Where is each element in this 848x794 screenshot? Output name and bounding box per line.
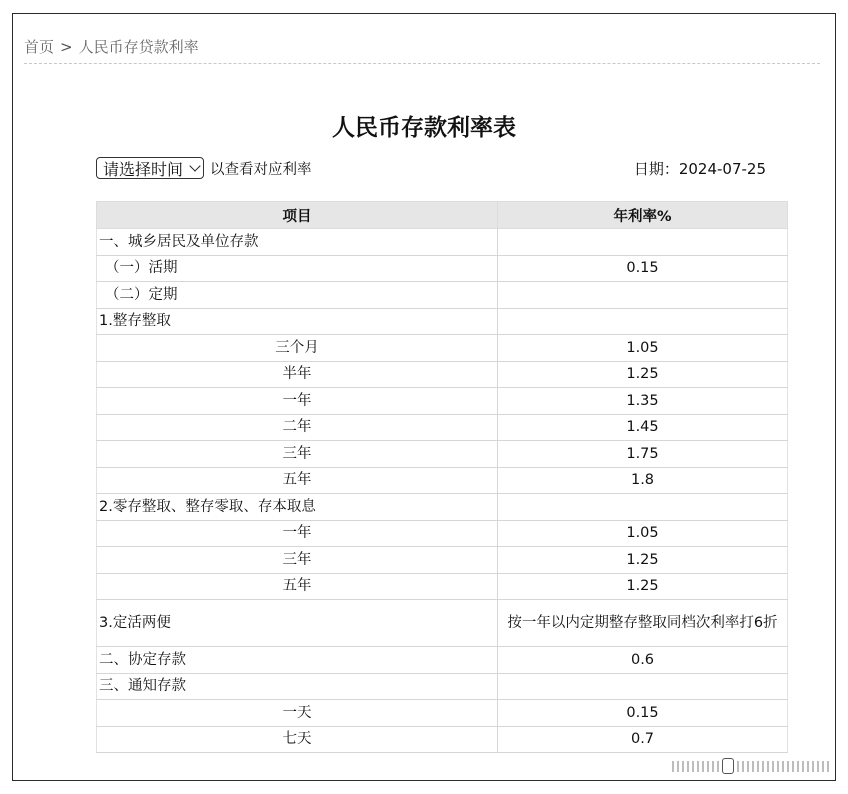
- row-rate: 0.7: [498, 726, 788, 753]
- row-rate: 按一年以内定期整存整取同档次利率打6折: [498, 600, 788, 647]
- row-rate: 1.45: [498, 414, 788, 441]
- scrollbar-tick: [782, 761, 784, 772]
- breadcrumb: [24, 36, 820, 64]
- scrollbar-tick: [762, 761, 764, 772]
- scrollbar-tick: [702, 761, 704, 772]
- table-row: [97, 647, 788, 674]
- scrollbar-tick: [792, 761, 794, 772]
- row-rate: 0.15: [498, 255, 788, 282]
- table-row: [97, 673, 788, 700]
- row-item: 三年: [97, 547, 498, 574]
- scrollbar-tick: [802, 761, 804, 772]
- scrollbar-tick: [787, 761, 789, 772]
- row-rate: [498, 229, 788, 256]
- table-row: [97, 335, 788, 362]
- table-row: [97, 255, 788, 282]
- table-row: [97, 361, 788, 388]
- row-item: 五年: [97, 573, 498, 600]
- time-select[interactable]: [96, 157, 204, 179]
- row-rate: 1.25: [498, 573, 788, 600]
- table-row: [97, 726, 788, 753]
- time-select-value: 请选择时间: [103, 159, 184, 179]
- row-rate: [498, 673, 788, 700]
- row-item: 3.定活两便: [97, 600, 498, 647]
- chevron-down-icon: [189, 160, 200, 171]
- table-row: [97, 414, 788, 441]
- row-item: 1.整存整取: [97, 308, 498, 335]
- scrollbar-tick: [827, 761, 829, 772]
- scrollbar-tick: [697, 761, 699, 772]
- rates-table: [96, 201, 788, 753]
- scrollbar-tick: [797, 761, 799, 772]
- scrollbar-tick: [682, 761, 684, 772]
- scrollbar-tick: [677, 761, 679, 772]
- table-row: [97, 229, 788, 256]
- row-rate: 1.25: [498, 361, 788, 388]
- breadcrumb-separator: >: [60, 38, 73, 56]
- row-rate: 1.8: [498, 467, 788, 494]
- scrollbar-tick: [807, 761, 809, 772]
- table-row: [97, 520, 788, 547]
- horizontal-scrollbar[interactable]: [672, 760, 830, 772]
- table-row: [97, 494, 788, 521]
- table-row: [97, 441, 788, 468]
- scrollbar-tick: [752, 761, 754, 772]
- row-item: 二年: [97, 414, 498, 441]
- scrollbar-tick: [777, 761, 779, 772]
- scrollbar-tick: [707, 761, 709, 772]
- scrollbar-tick: [692, 761, 694, 772]
- row-item: 一年: [97, 520, 498, 547]
- row-item: （二）定期: [97, 282, 498, 309]
- row-item: 三年: [97, 441, 498, 468]
- row-rate: 0.6: [498, 647, 788, 674]
- scrollbar-tick: [747, 761, 749, 772]
- table-row: [97, 388, 788, 415]
- row-item: 七天: [97, 726, 498, 753]
- table-row: [97, 547, 788, 574]
- row-rate: [498, 494, 788, 521]
- time-selector-group: [96, 157, 312, 179]
- scrollbar-tick: [717, 761, 719, 772]
- row-item: 一年: [97, 388, 498, 415]
- scrollbar-tick: [757, 761, 759, 772]
- table-row: [97, 573, 788, 600]
- scrollbar-tick: [672, 761, 674, 772]
- row-rate: 0.15: [498, 700, 788, 727]
- header-item: 项目: [97, 202, 498, 229]
- scrollbar-tick: [737, 761, 739, 772]
- row-item: （一）活期: [97, 255, 498, 282]
- table-row: [97, 282, 788, 309]
- scrollbar-tick: [817, 761, 819, 772]
- table-row: [97, 467, 788, 494]
- row-item: 三、通知存款: [97, 673, 498, 700]
- scrollbar-tick: [687, 761, 689, 772]
- row-rate: 1.25: [498, 547, 788, 574]
- row-rate: [498, 308, 788, 335]
- table-row: [97, 600, 788, 647]
- row-rate: 1.05: [498, 335, 788, 362]
- breadcrumb-home-link[interactable]: 首页: [24, 38, 55, 56]
- breadcrumb-current: 人民币存贷款利率: [78, 38, 199, 56]
- scrollbar-tick: [742, 761, 744, 772]
- header-rate: 年利率%: [498, 202, 788, 229]
- scrollbar-tick: [812, 761, 814, 772]
- select-hint: 以查看对应利率: [210, 161, 312, 178]
- scrollbar-thumb[interactable]: [722, 758, 734, 774]
- row-item: 二、协定存款: [97, 647, 498, 674]
- row-item: 五年: [97, 467, 498, 494]
- row-rate: 1.35: [498, 388, 788, 415]
- row-rate: [498, 282, 788, 309]
- date-label: 日期：2024-07-25: [633, 159, 766, 178]
- row-rate: 1.05: [498, 520, 788, 547]
- table-row: [97, 700, 788, 727]
- table-row: [97, 308, 788, 335]
- selector-row: [96, 155, 766, 181]
- row-item: 一天: [97, 700, 498, 727]
- scrollbar-tick: [767, 761, 769, 772]
- row-item: 2.零存整取、整存零取、存本取息: [97, 494, 498, 521]
- row-item: 三个月: [97, 335, 498, 362]
- row-item: 一、城乡居民及单位存款: [97, 229, 498, 256]
- table-header-row: [97, 202, 788, 229]
- page-title: 人民币存款利率表: [332, 115, 516, 141]
- row-rate: 1.75: [498, 441, 788, 468]
- row-item: 半年: [97, 361, 498, 388]
- scrollbar-tick: [712, 761, 714, 772]
- scrollbar-tick: [772, 761, 774, 772]
- scrollbar-tick: [822, 761, 824, 772]
